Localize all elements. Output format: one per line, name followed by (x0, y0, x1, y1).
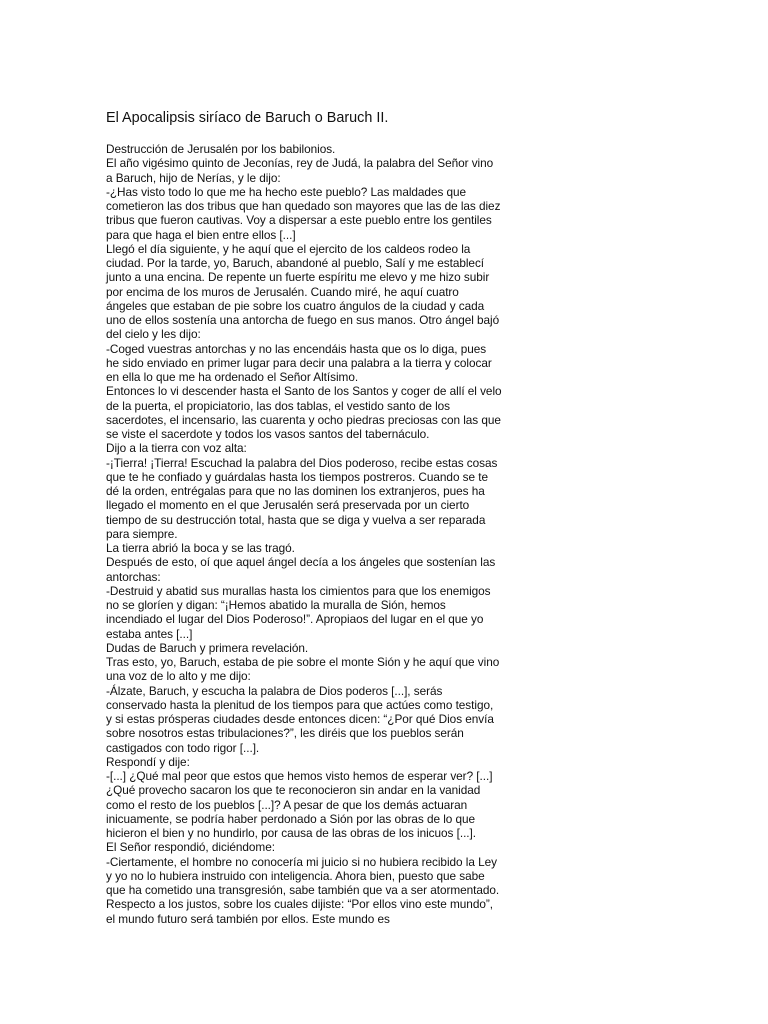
paragraph: La tierra abrió la boca y se las tragó. (106, 541, 295, 555)
paragraph: Respondí y dije: (106, 754, 190, 769)
paragraph: Tras esto, yo, Baruch, estaba de pie sobre el monte Sión y he aquí que vino una voz de lo alto y me dijo: (106, 655, 500, 684)
paragraph: El año vigésimo quinto de Jeconías, rey de Judá, la palabra del Señor vino a Baruch, hijo de Nerías, y le dijo: (106, 156, 494, 185)
paragraph: -Destruid y abatid sus murallas hasta los cimientos para que los enemigos no se gloríen y digan: “¡Hemos abatido la muralla de Sión, hemos incendiado el lugar del Dios Poderoso!”. Apropiaos del lugar en el que yo estaba antes [...] (106, 583, 491, 641)
paragraph: -Álzate, Baruch, y escucha la palabra de Dios poderos [...], serás conservado hasta la plenitud de los tiempos para que actúes como testigo, y si estas prósperas ciudades desde entonces dicen: “¿Por qué Dios envía sobre nosotros estas tribulaciones?”, les diréis que los pueblos serán castigados con todo rigor [...]. (106, 683, 494, 755)
paragraph: -[...] ¿Qué mal peor que estos que hemos visto hemos de esperar ver? [...] ¿Qué provecho sacaron los que te reconocieron sin andar en la vanidad como el resto de los pueblos [...]? A pesar de que los demás actuaran inicuamente, se podría haber perdonado a Sión por las obras de lo que hicieron el bien y no hundirlo, por causa de las obras de los inicuos [...]. (106, 769, 493, 840)
paragraph: El Señor respondió, diciéndome: (106, 840, 275, 855)
paragraph: -Ciertamente, el hombre no conocería mi juicio si no hubiera recibido la Ley y yo no lo hubiera instruido con inteligencia. Ahora bien, puesto que sabe que ha cometido una transgresión, sabe también que va a ser atormentado. Respecto a los justos, sobre los cuales dijiste: “Por ellos vino este mundo”, el mundo futuro será también por ellos. Este mundo es (106, 854, 500, 926)
paragraph: Dijo a la tierra con voz alta: (106, 441, 247, 456)
paragraph: Llegó el día siguiente, y he aquí que el ejercito de los caldeos rodeo la ciudad. Por la tarde, yo, Baruch, abandoné al pueblo, Salí y me establecí junto a una encina. De repente un fuerte espíritu me elevo y me hizo subir por encima de los muros de Jerusalén. Cuando miré, he aquí cuatro ángeles que estaban de pie sobre los cuatro ángulos de la ciudad y cada uno de ellos sostenía una antorcha de fuego en sus manos. Otro ángel bajó del cielo y les dijo: (106, 241, 500, 342)
paragraph: -Coged vuestras antorchas y no las encendáis hasta que os lo diga, pues he sido enviado en primer lugar para decir una palabra a la tierra y colocar en ella lo que me ha ordenado el Señor Altísimo. (106, 341, 492, 384)
paragraph: Después de esto, oí que aquel ángel decía a los ángeles que sostenían las antorchas: (106, 555, 496, 584)
paragraph: Destrucción de Jerusalén por los babilonios. (106, 142, 336, 156)
paragraph: Entonces lo vi descender hasta el Santo de los Santos y coger de allí el velo de la puerta, el propiciatorio, las dos tablas, el vestido santo de los sacerdotes, el incensario, las cuarenta y ocho piedras preciosas con las que se viste el sacerdote y todos los vasos santos del tabernáculo. (106, 384, 502, 441)
paragraph: Dudas de Baruch y primera revelación. (106, 640, 309, 655)
paragraph: -¿Has visto todo lo que me ha hecho este pueblo? Las maldades que cometieron las dos tribus que han quedado son mayores que las de las diez tribus que fueron cautivas. Voy a dispersar a este pueblo entre los gentiles para que haga el bien entre ellos [...] (106, 184, 501, 242)
document-body (106, 142, 502, 926)
paragraph: -¡Tierra! ¡Tierra! Escuchad la palabra del Dios poderoso, recibe estas cosas que te he confiado y guárdalas hasta los tiempos postreros. Cuando se te dé la orden, entrégalas para que no las dominen los extranjeros, pues ha llegado el momento en el que Jerusalén será preservada por un cierto tiempo de su destrucción total, hasta que se diga y vuelva a ser reparada para siempre. (106, 455, 498, 541)
document-title: El Apocalipsis siríaco de Baruch o Baruch II. (106, 110, 389, 126)
document-page (106, 108, 502, 926)
